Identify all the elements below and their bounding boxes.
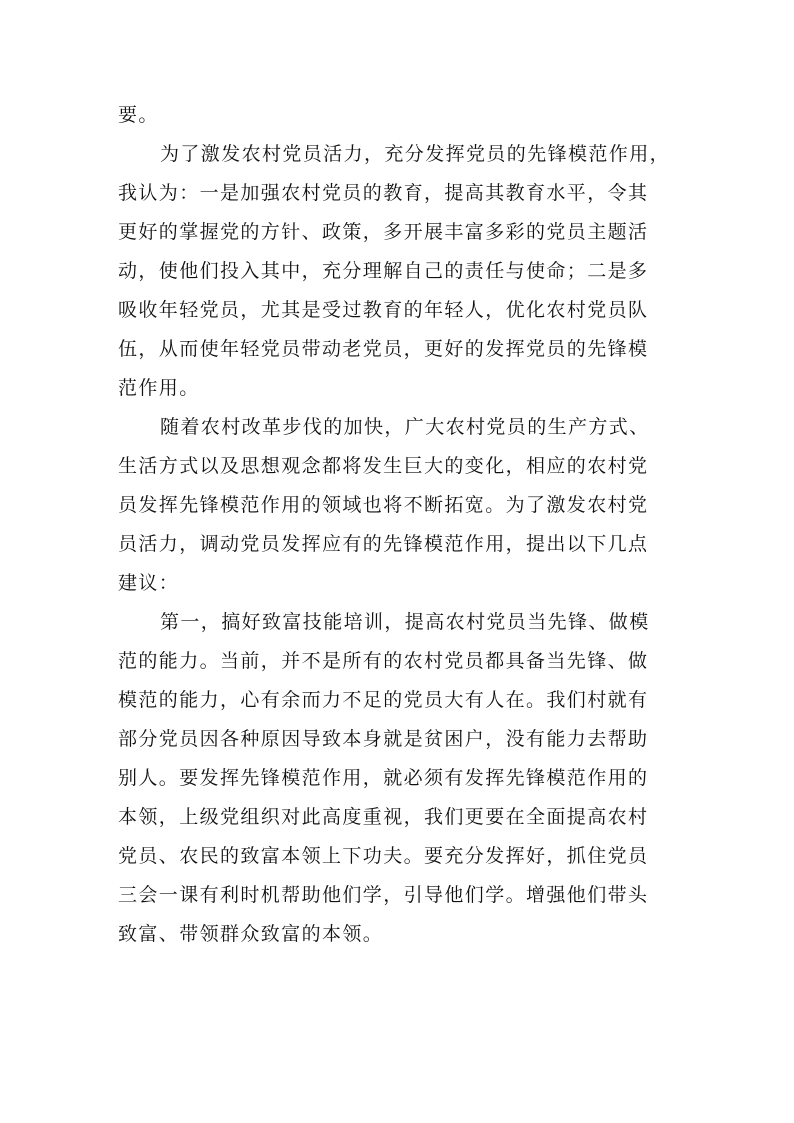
- text-line: 我认为：一是加强农村党员的教育，提高其教育水平，令其: [118, 182, 649, 204]
- text-line: 第一，搞好致富技能培训，提高农村党员当先锋、做模: [160, 611, 650, 633]
- text-line: 别人。要发挥先锋模范作用，就必须有发挥先锋模范作用的: [118, 767, 649, 789]
- paragraph-first-suggestion: [118, 603, 688, 954]
- text-line: 员活力，调动党员发挥应有的先锋模范作用，提出以下几点: [118, 533, 649, 555]
- text-line: 生活方式以及思想观念都将发生巨大的变化，相应的农村党: [118, 455, 649, 477]
- text-line: 范的能力。当前，并不是所有的农村党员都具备当先锋、做: [118, 650, 649, 672]
- text-line: 党员、农民的致富本领上下功夫。要充分发挥好，抓住党员: [118, 845, 649, 867]
- paragraph-continuation: [118, 96, 688, 135]
- text-line: 三会一课有利时机帮助他们学，引导他们学。增强他们带头: [118, 884, 649, 906]
- text-line: 伍，从而使年轻党员带动老党员，更好的发挥党员的先锋模: [118, 338, 649, 360]
- text-line: 建议：: [118, 572, 180, 594]
- text-line: 范作用。: [118, 377, 200, 399]
- text-line: 要。: [118, 104, 159, 126]
- paragraph-party-member-vitality: [118, 135, 688, 408]
- text-line: 动，使他们投入其中，充分理解自己的责任与使命；二是多: [118, 260, 649, 282]
- text-line: 本领，上级党组织对此高度重视，我们更要在全面提高农村: [118, 806, 649, 828]
- text-line: 为了激发农村党员活力，充分发挥党员的先锋模范作用，: [160, 143, 671, 165]
- text-line: 员发挥先锋模范作用的领域也将不断拓宽。为了激发农村党: [118, 494, 649, 516]
- text-line: 模范的能力，心有余而力不足的党员大有人在。我们村就有: [118, 689, 649, 711]
- paragraph-rural-reform: [118, 408, 688, 603]
- text-line: 部分党员因各种原因导致本身就是贫困户，没有能力去帮助: [118, 728, 649, 750]
- text-line: 吸收年轻党员，尤其是受过教育的年轻人，优化农村党员队: [118, 299, 649, 321]
- text-line: 更好的掌握党的方针、政策，多开展丰富多彩的党员主题活: [118, 221, 649, 243]
- document-body: [118, 96, 688, 954]
- text-line: 随着农村改革步伐的加快，广大农村党员的生产方式、: [160, 416, 650, 438]
- text-line: 致富、带领群众致富的本领。: [118, 923, 384, 945]
